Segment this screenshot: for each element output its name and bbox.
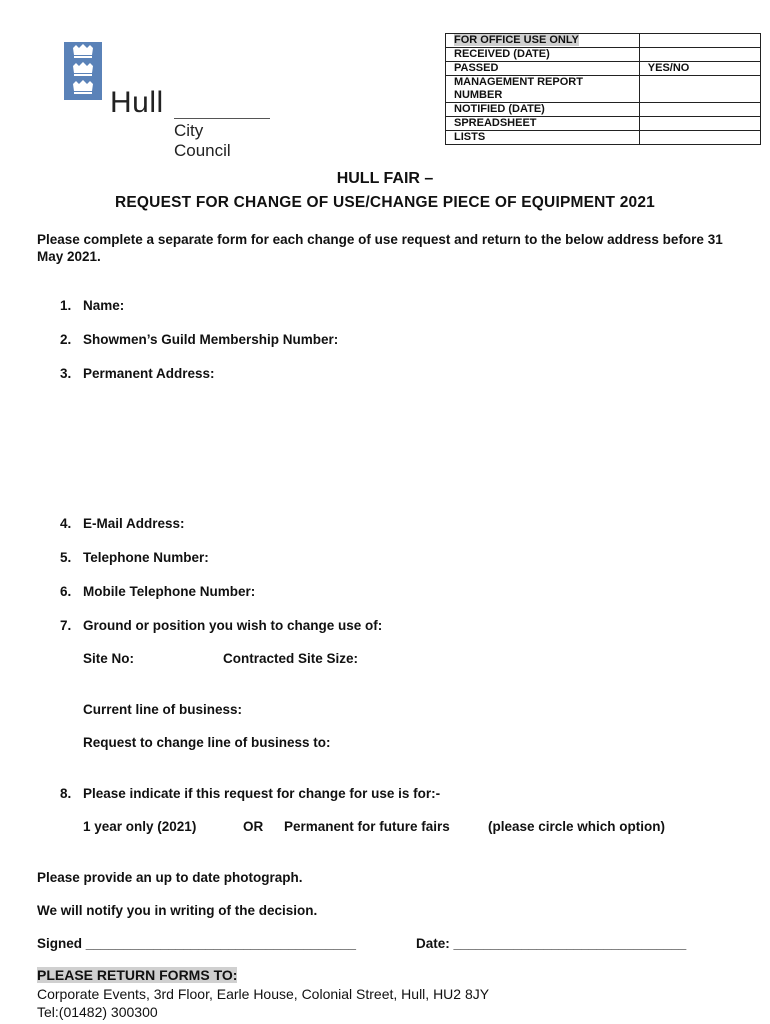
office-row [446,131,761,145]
office-row [446,103,761,117]
office-row-label: RECEIVED (DATE) [446,48,640,62]
office-row [446,34,761,48]
office-row-label: SPREADSHEET [446,117,640,131]
question-name[interactable]: 1. Name: [60,298,125,313]
office-row-label: NOTIFIED (DATE) [446,103,640,117]
office-row [446,48,761,62]
option-one-year[interactable]: 1 year only (2021) [83,819,197,834]
question-mobile[interactable]: 6. Mobile Telephone Number: [60,584,256,599]
question-guild-number[interactable]: 2. Showmen’s Guild Membership Number: [60,332,339,347]
return-address: Corporate Events, 3rd Floor, Earle House, Colonial Street, Hull, HU2 8JY [37,986,490,1002]
office-row-label: MANAGEMENT REPORT NUMBER [446,76,640,103]
logo-divider [174,118,270,119]
office-row-value[interactable] [639,117,760,131]
office-row-label: PASSED [446,62,640,76]
signed-field[interactable]: Signed ____________________________________ [37,936,357,951]
crest-icon [64,42,102,100]
site-size-field[interactable]: Contracted Site Size: [223,651,359,666]
logo-name: Hull [110,86,164,119]
office-row-value[interactable] [639,76,760,103]
document-title: HULL FAIR – [336,170,434,187]
office-row-value[interactable]: YES/NO [639,62,760,76]
option-permanent[interactable]: Permanent for future fairs [284,819,450,834]
office-row-value[interactable] [639,131,760,145]
office-use-table [445,33,761,145]
return-heading: PLEASE RETURN FORMS TO: [37,967,238,983]
office-row-value[interactable] [639,103,760,117]
hull-city-council-logo [64,42,231,160]
option-or-label: OR [243,819,264,834]
question-change-duration: 8. Please indicate if this request for change for use is for:- [60,786,441,801]
office-row [446,117,761,131]
office-row-label: FOR OFFICE USE ONLY [446,34,640,48]
office-row-value[interactable] [639,34,760,48]
office-row-value[interactable] [639,48,760,62]
document-subtitle: REQUEST FOR CHANGE OF USE/CHANGE PIECE OF EQUIPMENT 2021 [114,194,655,211]
option-hint: (please circle which option) [488,819,666,834]
question-permanent-address[interactable]: 3. Permanent Address: [60,366,215,381]
intro-text: Please complete a separate form for each change of use request and return to the below address before 31 May 2021. [37,232,723,264]
notify-note: We will notify you in writing of the decision. [37,903,318,918]
request-business-field[interactable]: Request to change line of business to: [83,735,331,750]
current-business-field[interactable]: Current line of business: [83,702,243,717]
site-no-field[interactable]: Site No: [83,651,135,666]
office-row [446,76,761,103]
photo-note: Please provide an up to date photograph. [37,870,303,885]
question-email[interactable]: 4. E-Mail Address: [60,516,185,531]
question-telephone[interactable]: 5. Telephone Number: [60,550,209,565]
question-ground-position: 7. Ground or position you wish to change use of: [60,618,383,633]
office-row [446,62,761,76]
office-row-label: LISTS [446,131,640,145]
date-field[interactable]: Date: _______________________________ [416,936,687,951]
return-telephone: Tel:(01482) 300300 [37,1004,158,1020]
logo-subtitle: City Council [174,121,231,160]
